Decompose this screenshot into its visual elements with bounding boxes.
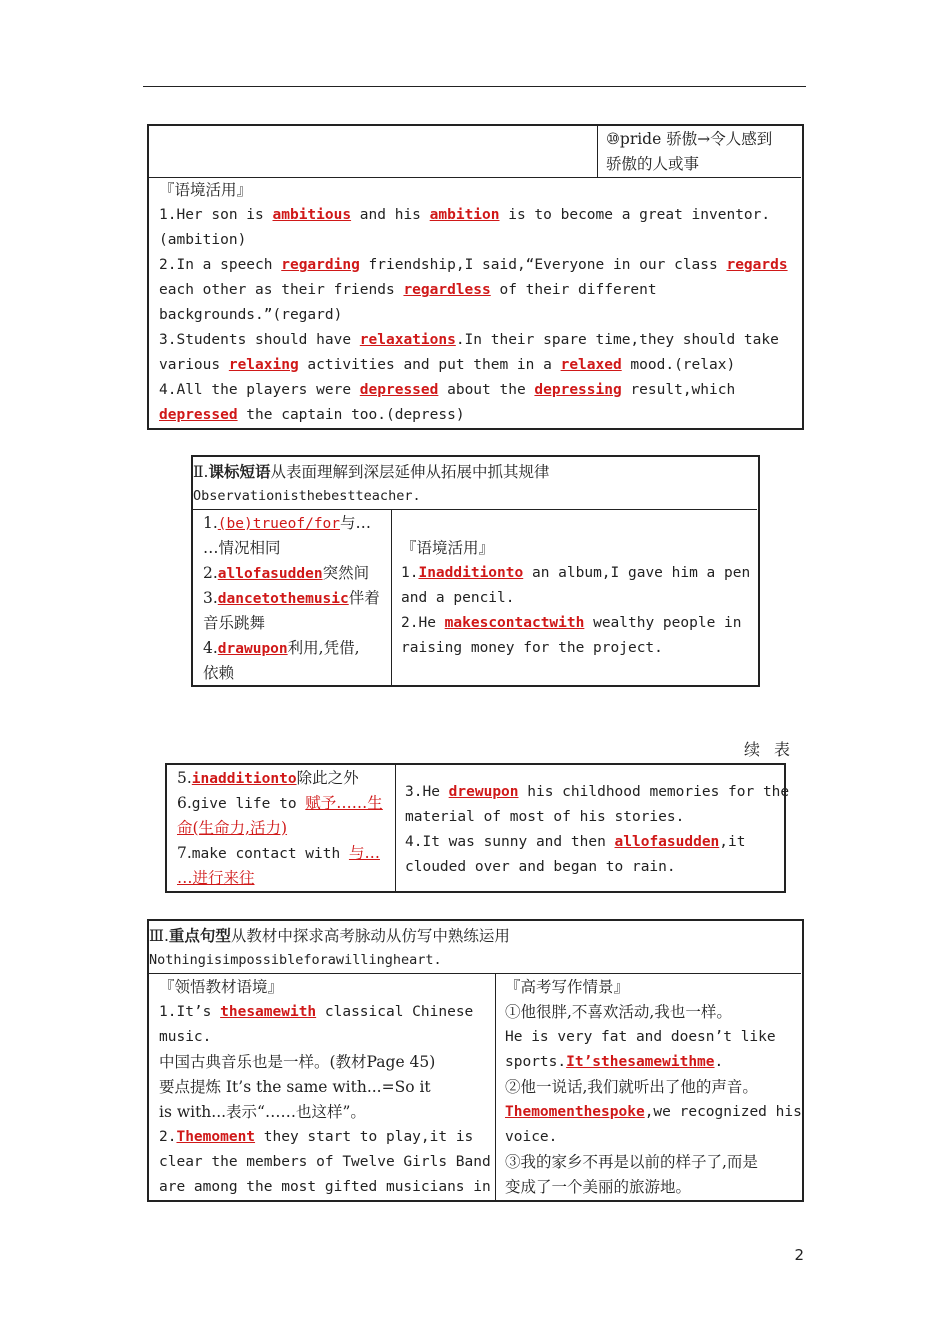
usage-block: 『语境活用』 1.Her son is ambitious and his ambition is to become a great inventor. (ambition) 2.In a speech regarding friendship,I said,“Everyone in our class regards each other as their friends regardless of their different backgrounds.”(regard) 3.Students should have relaxations.In their spare time,they should take various relaxing activities and put them in a relaxed mood.(relax) 4.All the players were depressed about the depressing result,which depressed the captain too.(depress) <box>153 178 801 428</box>
phrase-2: 2.allofasudden突然间 <box>203 564 370 582</box>
phrase-7: 7.make contact with 与… <box>177 844 380 862</box>
phrases-table-continued <box>165 763 790 893</box>
sentence-patterns-table <box>147 919 804 1202</box>
sentence-1: 1.Her son is ambitious and his ambition is to become a great inventor. <box>159 207 771 223</box>
vocab-table-continued <box>147 124 804 430</box>
sentence-2: 2.In a speech regarding friendship,I said,“Everyone in our class regards <box>159 257 788 273</box>
sentence-4: 4.All the players were depressed about the depressing result,which <box>159 382 736 398</box>
phrases-header: Ⅱ.课标短语从表面理解到深层延伸从拓展中抓其规律 Observationisthebestteacher. <box>193 462 550 504</box>
phrases-table <box>191 455 760 687</box>
phrase-3: 3.dancetothemusic伴着 <box>203 589 380 607</box>
phrase-6: 6.give life to 赋予……生 <box>177 794 383 812</box>
patterns-header: Ⅲ.重点句型从教材中探求高考脉动从仿写中熟练运用 Nothingisimpossibleforawillingheart. <box>149 926 510 968</box>
section-title: 『语境活用』 <box>159 181 253 199</box>
phrase-usage: 『语境活用』 1.Inadditionto an album,I gave him a pen and a pencil. 2.He makescontactwith wealthy people in raising money for the project. <box>401 539 751 656</box>
continued-label: 续表 <box>743 740 804 759</box>
header-rule <box>143 86 806 87</box>
phrase-list: 1.(be)trueof/for与… …情况相同 2.allofasudden突然间 3.dancetothemusic伴着 音乐跳舞 4.drawupon利用,凭借, 依赖 <box>197 511 391 686</box>
exam-writing-context: 『高考写作情景』 ①他很胖,不喜欢活动,我也一样。 He is very fat and doesn’t like sports.It’sthesamewithme. ②他一说话,我们就听出了他的声音。 Themomenthespoke,we recognized his voice. ③我的家乡不再是以前的样子了,而是 变成了一个美丽的旅游地。 <box>505 978 802 1196</box>
page-number: 2 <box>794 1246 804 1264</box>
phrase-1: 1.(be)trueof/for与… <box>203 514 372 532</box>
phrase-usage-2: 3.He drewupon his childhood memories for the material of most of his stories. 4.It was sunny and then allofasudden,it clouded over and began to rain. <box>405 784 790 875</box>
phrase-list-2: 5.inadditionto除此之外 6.give life to 赋予……生 命(生命力,活力) 7.make contact with 与… …进行来往 <box>171 766 395 891</box>
phrase-5: 5.inadditionto除此之外 <box>177 769 359 787</box>
sentence-3: 3.Students should have relaxations.In their spare time,they should take <box>159 332 779 348</box>
header-right-cell: ⑩pride 骄傲→令人感到 骄傲的人或事 <box>606 130 773 173</box>
textbook-context: 『领悟教材语境』 1.It’s thesamewith classical Chinese music. 中国古典音乐也是一样。(教材Page 45) 要点提炼 It’s the same with...=So it is with...表示“……也这样”。 2.Themoment they start to play,it is clear the members of Twelve Girls Band are among the most gifted musicians in <box>159 978 491 1195</box>
phrase-4: 4.drawupon利用,凭借, <box>203 639 360 657</box>
